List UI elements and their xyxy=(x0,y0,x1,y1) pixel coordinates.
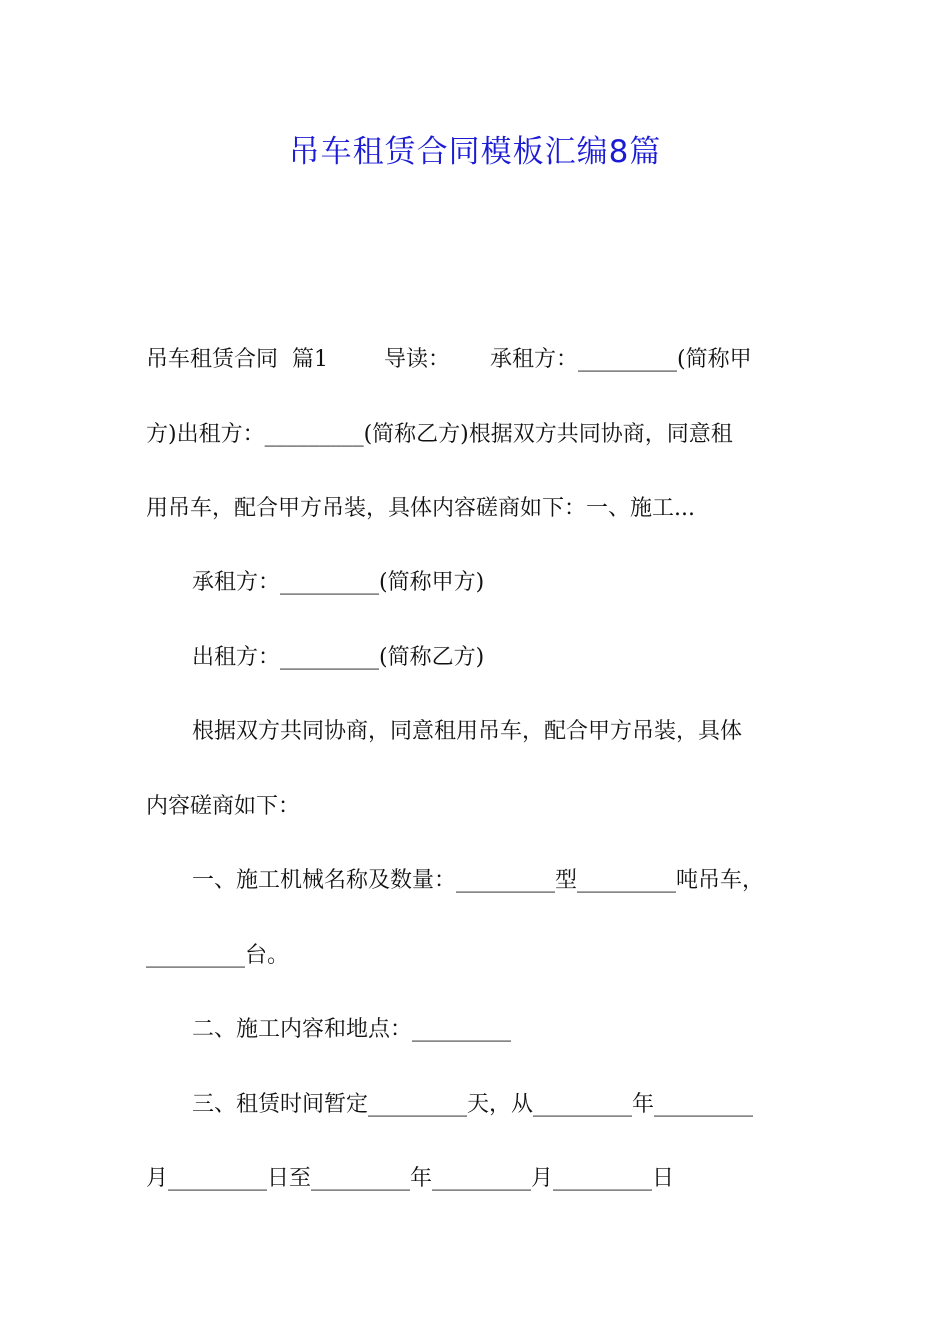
clause-3-line-1: 三、租赁时间暂定_________天，从_________年_________ xyxy=(192,1092,754,1117)
clause-2-line: 二、施工内容和地点：_________ xyxy=(192,1017,512,1042)
intro-line-3: 用吊车，配合甲方吊装，具体内容磋商如下：一、施工... xyxy=(146,496,695,521)
intro-article-label: 吊车租赁合同 篇1 xyxy=(146,347,328,372)
intro-lead-label: 导读： xyxy=(383,347,450,372)
agreement-line-1: 根据双方共同协商，同意租用吊车，配合甲方吊装，具体 xyxy=(192,719,743,744)
agreement-line-2: 内容磋商如下： xyxy=(146,794,301,819)
lessor-line: 出租方：_________(简称乙方) xyxy=(192,645,485,670)
document-title: 吊车租赁合同模板汇编8篇 xyxy=(288,134,662,170)
lessee-line: 承租方：_________(简称甲方) xyxy=(192,570,485,595)
clause-1-line-2: _________台。 xyxy=(146,943,290,968)
intro-lessee-text: 承租方：_________(简称甲 xyxy=(490,347,752,372)
clause-3-line-2: 月_________日至_________年_________月_________日 xyxy=(146,1166,675,1191)
intro-line-1 xyxy=(146,345,752,375)
intro-line-2: 方)出租方：_________(简称乙方)根据双方共同协商，同意租 xyxy=(146,422,733,447)
clause-1-line-1: 一、施工机械名称及数量：_________型_________吨吊车， xyxy=(192,868,765,893)
